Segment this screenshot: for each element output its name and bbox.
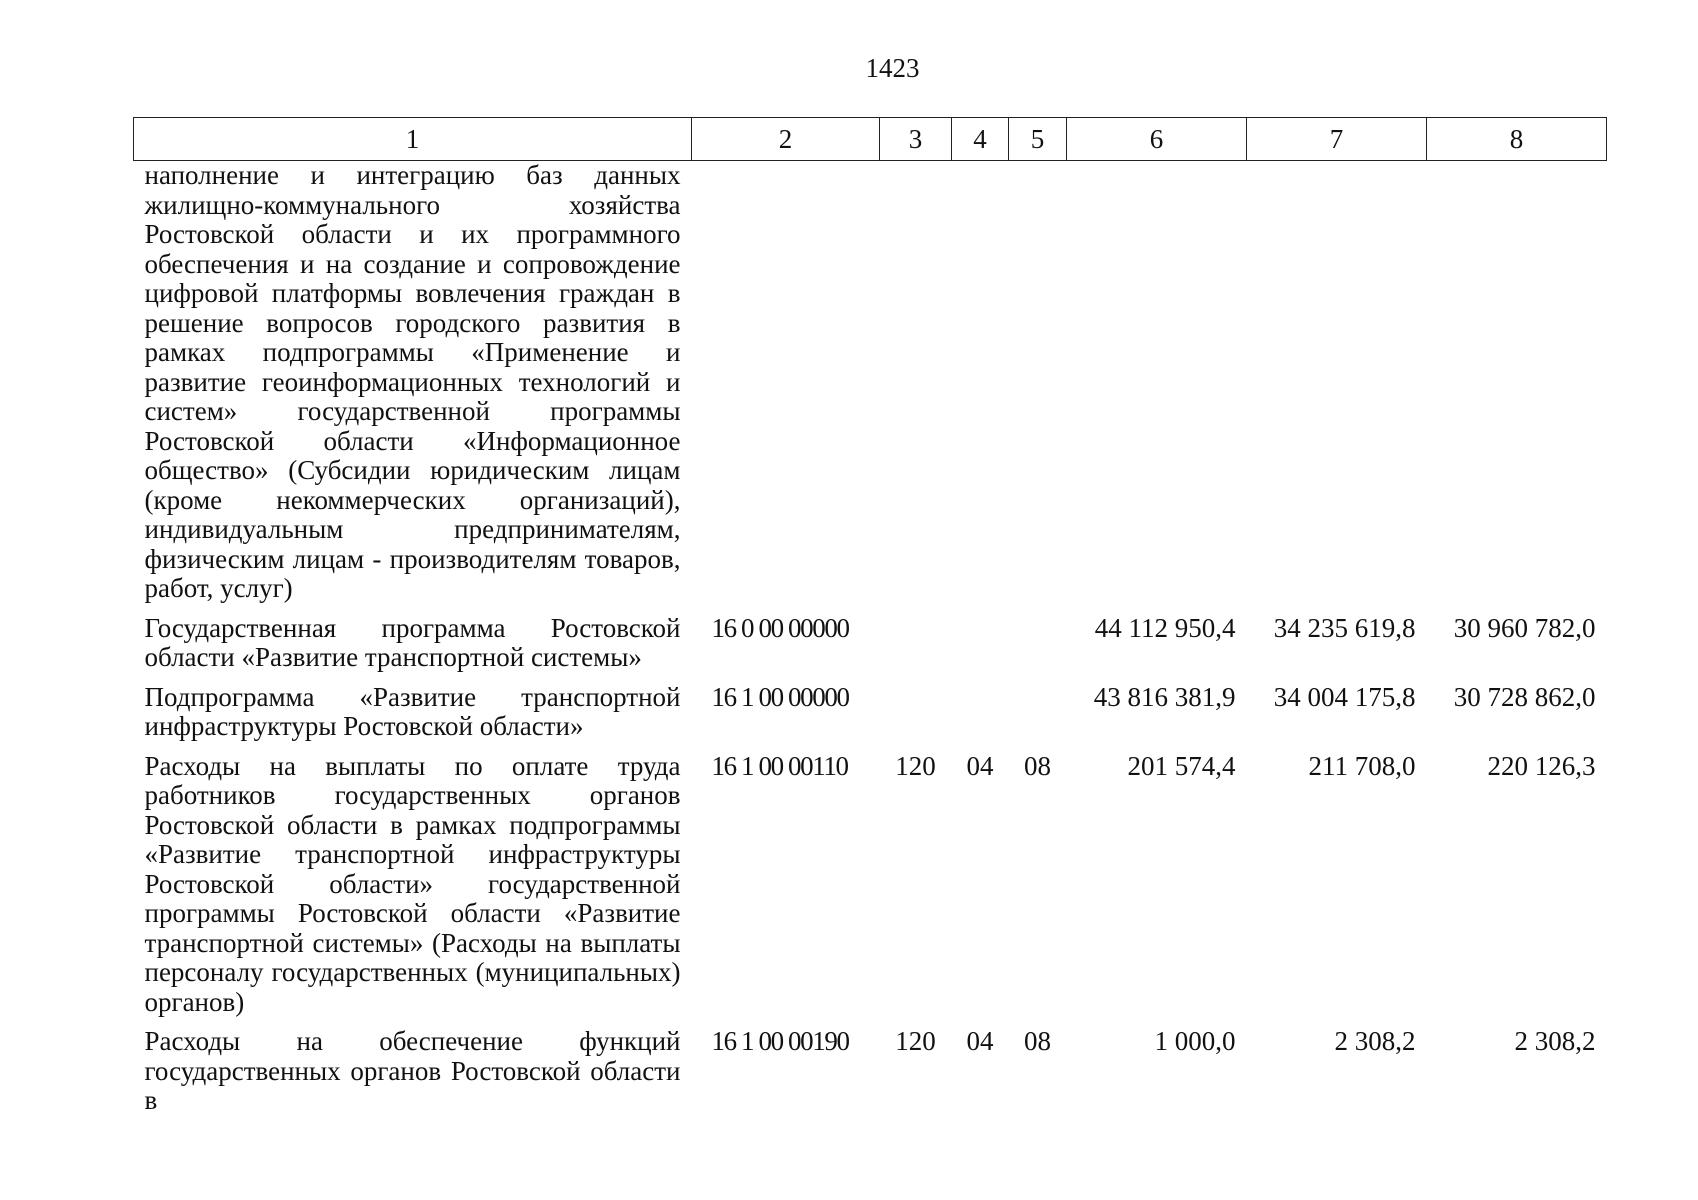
row-pr: 08 xyxy=(1024,750,1051,781)
row-rz: 04 xyxy=(966,750,994,781)
row-pr: 08 xyxy=(1024,1026,1051,1056)
row-code: 16 1 00 00110 xyxy=(711,750,848,781)
row-sum-3 xyxy=(1427,161,1607,604)
row-sum-2: 34 235 619,8 xyxy=(1273,612,1416,643)
table-row xyxy=(134,742,1607,1018)
row-sum-1 xyxy=(1067,161,1247,604)
header-cell-7: 7 xyxy=(1247,118,1427,161)
row-vr: 120 xyxy=(895,750,936,781)
row-sum-2 xyxy=(1247,161,1427,604)
row-code xyxy=(692,161,880,604)
row-name: Расходы на обеспечение функций государственных органов Ростовской области в xyxy=(144,1026,681,1115)
row-name: Расходы на выплаты по оплате труда работников государственных органов Ростовской области в рамках подпрограммы «Развитие транспортной инфраструктуры Ростовской области» государственной программы Ростовской области «Развитие транспортной системы» (Расходы на выплаты персоналу государственных (муниципальных) органов) xyxy=(144,750,681,1017)
row-code: 16 1 00 00190 xyxy=(711,1026,849,1056)
header-cell-3: 3 xyxy=(880,118,952,161)
row-sum-3: 2 308,2 xyxy=(1514,1026,1596,1056)
row-sum-3: 30 728 862,0 xyxy=(1453,681,1596,712)
row-sum-3: 30 960 782,0 xyxy=(1453,612,1596,643)
header-cell-5: 5 xyxy=(1009,118,1067,161)
header-cell-6: 6 xyxy=(1067,118,1247,161)
row-code: 16 0 00 00000 xyxy=(711,612,849,643)
budget-table xyxy=(133,117,1607,1116)
table-row xyxy=(134,1017,1607,1116)
row-sum-1: 1 000,0 xyxy=(1154,1026,1236,1056)
row-sum-3: 220 126,3 xyxy=(1487,750,1596,781)
header-cell-2: 2 xyxy=(692,118,880,161)
row-code: 16 1 00 00000 xyxy=(711,681,849,712)
row-name: наполнение и интеграцию баз данных жилищно-коммунального хозяйства Ростовской области и их программного обеспечения и на создание и сопровождение цифровой платформы вовлечения граждан в решение вопросов городского развития в рамках подпрограммы «Применение и развитие геоинформационных технологий и систем» государственной программы Ростовской области «Информационное общество» (Субсидии юридическим лицам (кроме некоммерческих организаций), индивидуальным предпринимателям, физическим лицам - производителям товаров, работ, услуг) xyxy=(144,160,681,603)
row-vr: 120 xyxy=(895,1026,936,1056)
row-sum-2: 2 308,2 xyxy=(1334,1026,1416,1056)
table-row xyxy=(134,161,1607,604)
page-number: 1423 xyxy=(865,53,920,83)
table-row xyxy=(134,604,1607,673)
row-name: Подпрограмма «Развитие транспортной инфраструктуры Ростовской области» xyxy=(144,681,681,741)
row-name: Государственная программа Ростовской области «Развитие транспортной системы» xyxy=(144,612,681,672)
row-rz xyxy=(952,673,1009,742)
row-sum-1: 201 574,4 xyxy=(1127,750,1236,781)
row-rz xyxy=(952,604,1009,673)
row-sum-1: 43 816 381,9 xyxy=(1093,681,1236,712)
row-sum-2: 211 708,0 xyxy=(1308,750,1416,781)
row-vr xyxy=(880,604,952,673)
row-vr xyxy=(880,673,952,742)
row-sum-1: 44 112 950,4 xyxy=(1094,612,1236,643)
table-header xyxy=(134,118,1607,161)
header-cell-4: 4 xyxy=(952,118,1009,161)
row-sum-2: 34 004 175,8 xyxy=(1273,681,1416,712)
row-pr xyxy=(1009,604,1067,673)
header-row xyxy=(134,118,1607,161)
row-pr xyxy=(1009,673,1067,742)
header-cell-1: 1 xyxy=(134,118,692,161)
row-rz xyxy=(952,161,1009,604)
row-pr xyxy=(1009,161,1067,604)
table-row xyxy=(134,673,1607,742)
row-rz: 04 xyxy=(966,1026,994,1056)
header-cell-8: 8 xyxy=(1427,118,1607,161)
row-vr xyxy=(880,161,952,604)
table-body xyxy=(134,161,1607,1116)
